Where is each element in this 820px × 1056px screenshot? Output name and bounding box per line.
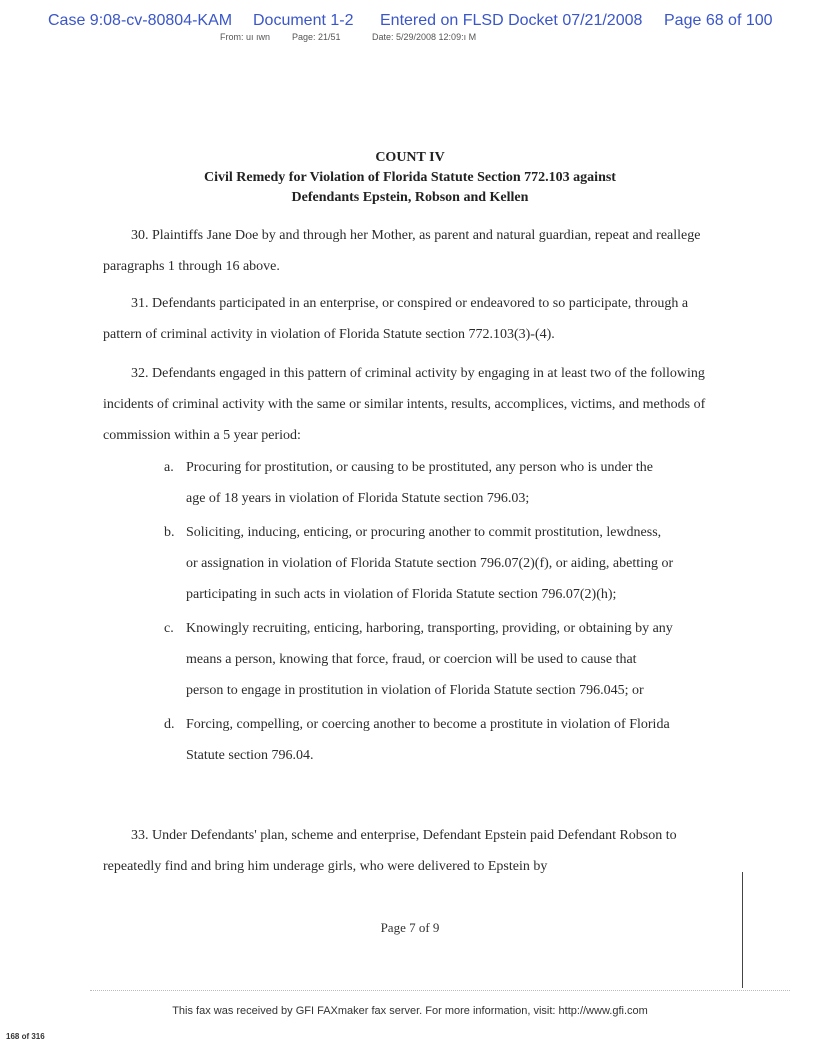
case-number: Case 9:08-cv-80804-KAM (48, 12, 233, 29)
fax-page: Page: 21/51 (292, 32, 341, 42)
page-count: 168 of 316 (6, 1032, 45, 1041)
docket-page: Page 68 of 100 (664, 12, 773, 29)
list-item-d (164, 709, 674, 771)
scan-artifact-dots (90, 990, 790, 992)
list-letter: b. (164, 525, 175, 540)
document-number: Document 1-2 (253, 12, 354, 29)
list-letter: c. (164, 621, 174, 636)
list-text: Procuring for prostitution, or causing to be prostituted, any person who is under the age of 18 years in violation of Florida Statute section 796.03; (186, 460, 653, 506)
count-subtitle-1: Civil Remedy for Violation of Florida Statute Section 772.103 against (204, 170, 616, 185)
fax-from: From: uı ıwn (220, 32, 271, 42)
paragraph-33: 33. Under Defendants' plan, scheme and enterprise, Defendant Epstein paid Defendant Robson to repeatedly find and bring him underage girls, who were delivered to Epstein by (103, 828, 677, 874)
list-text: Soliciting, inducing, enticing, or procuring another to commit prostitution, lewdness, or assignation in violation of Florida Statute section 796.07(2)(f), or aiding, abetting or participating in such acts in violation of Florida Statute section 796.07(2)(h); (186, 525, 674, 602)
paragraph-30: 30. Plaintiffs Jane Doe by and through her Mother, as parent and natural guardian, repeat and reallege paragraphs 1 through 16 above. (103, 228, 701, 274)
list-letter: d. (164, 717, 175, 732)
list-letter: a. (164, 460, 174, 475)
docket-entry: Entered on FLSD Docket 07/21/2008 (380, 12, 643, 29)
count-subtitle-2: Defendants Epstein, Robson and Kellen (291, 190, 529, 205)
list-item-c (164, 613, 674, 706)
page-number: Page 7 of 9 (380, 920, 440, 935)
fax-footer: This fax was received by GFI FAXmaker fax server. For more information, visit: http://www.gfi.com (172, 1005, 648, 1017)
paragraph-31: 31. Defendants participated in an enterprise, or conspired or endeavored to so participate, through a pattern of criminal activity in violation of Florida Statute section 772.103(3)-(4). (103, 296, 689, 342)
fax-date: Date: 5/29/2008 12:09:ı M (372, 32, 477, 42)
list-text: Forcing, compelling, or coercing another to become a prostitute in violation of Florida Statute section 796.04. (186, 717, 670, 763)
list-item-a (164, 452, 674, 514)
criminal-activity-list (164, 452, 674, 774)
list-text: Knowingly recruiting, enticing, harboring, transporting, providing, or obtaining by any means a person, knowing that force, fraud, or coercion will be used to cause that person to engage in prostitution in violation of Florida Statute section 796.045; or (186, 621, 673, 698)
docket-header (0, 12, 820, 34)
count-title: COUNT IV (375, 150, 445, 165)
list-item-b (164, 517, 674, 610)
paragraph-32: 32. Defendants engaged in this pattern of criminal activity by engaging in at least two of the following incidents of criminal activity with the same or similar intents, results, accomplices, victims, and methods of commission within a 5 year period: (103, 366, 706, 443)
